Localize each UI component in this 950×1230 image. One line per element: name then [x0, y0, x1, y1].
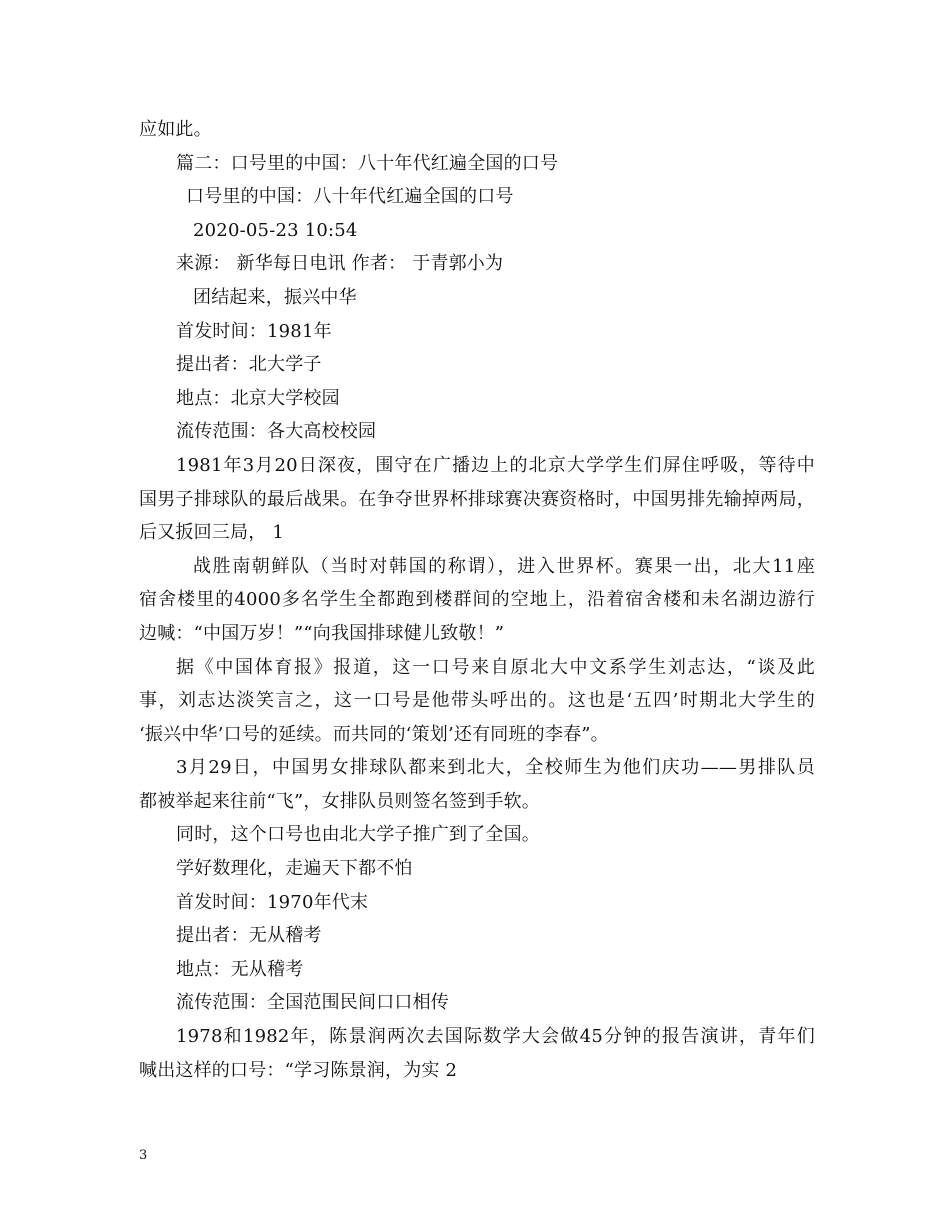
text-line: ‘振兴中华’口号的延续。而共同的‘策划’还有同班的李春”。 — [139, 723, 609, 745]
text-line: 3月29日，中国男女排球队都来到北大，全校师生为他们庆功——男排队员 — [176, 757, 815, 779]
text-line: 边喊：“中国万岁！”“向我国排球健儿致敬！” — [139, 622, 505, 644]
text-line: 应如此。 — [139, 119, 212, 140]
text-line: 首发时间：1981年 — [176, 320, 332, 342]
text-line: 国男子排球队的最后战果。在争夺世界杯排球赛决赛资格时，中国男排先输掉两局， — [139, 488, 815, 510]
text-line: 喊出这样的口号：“学习陈景润，为实 2 — [139, 1059, 458, 1081]
article-source-author: 来源： 新华每日电讯 作者： 于青郭小为 — [176, 253, 504, 275]
text-line: 首发时间：1970年代末 — [176, 891, 369, 913]
text-line: 流传范围：全国范围民间口口相传 — [176, 992, 449, 1014]
text-line: 事，刘志达淡笑言之，这一口号是他带头呼出的。这也是‘五四’时期北大学生的 — [139, 690, 815, 712]
text-line: 后又扳回三局， 1 — [139, 522, 284, 544]
text-line: 地点：北京大学校园 — [176, 387, 340, 409]
text-line: 宿舍楼里的4000多名学生全都跑到楼群间的空地上，沿着宿舍楼和未名湖边游行 — [139, 589, 815, 611]
text-line: 1981年3月20日深夜，围守在广播边上的北京大学学生们屏住呼吸，等待中 — [176, 454, 815, 476]
document-body — [139, 113, 815, 1087]
text-line: 提出者：无从稽考 — [176, 925, 322, 947]
article-timestamp: 2020-05-23 10:54 — [193, 219, 358, 241]
text-line: 地点：无从稽考 — [176, 958, 304, 980]
text-line: 据《中国体育报》报道，这一口号来自原北大中文系学生刘志达，“谈及此 — [176, 656, 815, 678]
slogan-title: 团结起来，振兴中华 — [193, 286, 357, 308]
slogan-title: 学好数理化，走遍天下都不怕 — [176, 858, 413, 880]
text-line: 战胜南朝鲜队（当时对韩国的称谓），进入世界杯。赛果一出，北大11座 — [193, 555, 815, 577]
text-line: 1978和1982年，陈景润两次去国际数学大会做45分钟的报告演讲，青年们 — [176, 1026, 815, 1048]
section-heading: 篇二：口号里的中国：八十年代红遍全国的口号 — [176, 152, 559, 174]
page-number: 3 — [139, 1148, 148, 1163]
text-line: 流传范围：各大高校校园 — [176, 421, 377, 443]
article-title: 口号里的中国：八十年代红遍全国的口号 — [186, 186, 514, 208]
text-line: 提出者：北大学子 — [176, 354, 322, 376]
text-line: 同时，这个口号也由北大学子推广到了全国。 — [176, 824, 540, 846]
text-line: 都被举起来往前“飞”，女排队员则签名签到手软。 — [139, 790, 541, 812]
